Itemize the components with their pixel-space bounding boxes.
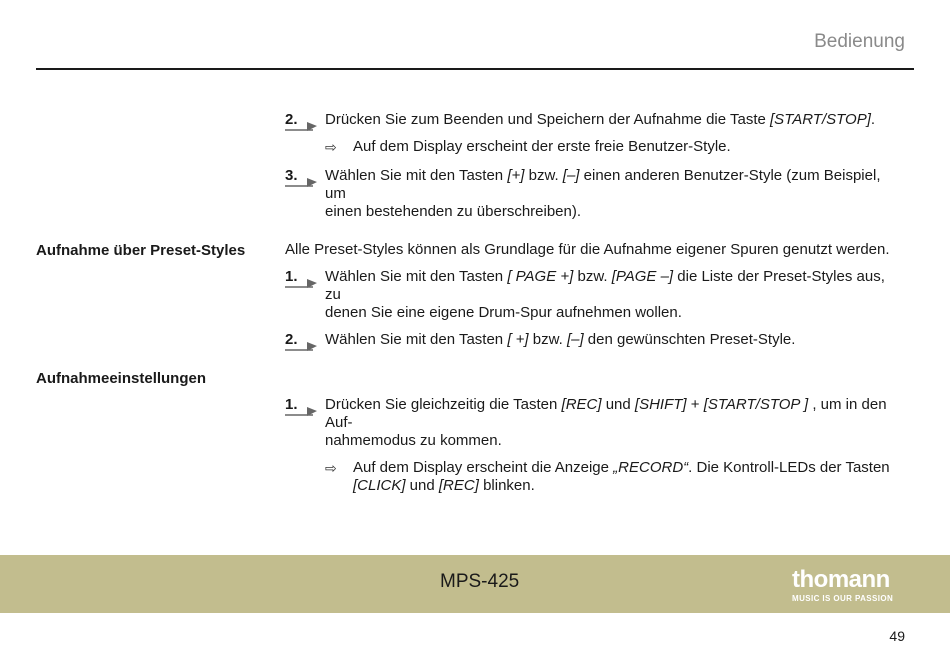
- step-number: 3.: [285, 167, 298, 184]
- step-result: [285, 459, 900, 495]
- step-number: 1.: [285, 268, 298, 285]
- result-arrow-icon: ⇨: [325, 139, 337, 155]
- step-2-top: [285, 111, 900, 129]
- top-steps: [285, 111, 900, 221]
- step-1-preset: [285, 268, 900, 322]
- result-text: Auf dem Display erscheint der erste freie Benutzer-Style.: [353, 138, 731, 155]
- settings-steps: [285, 396, 900, 495]
- step-arrow-icon: [285, 271, 319, 289]
- step-number: 2.: [285, 111, 298, 128]
- logo-wordmark: thomann: [792, 566, 890, 593]
- step-arrow-icon: [285, 334, 319, 352]
- step-text: Wählen Sie mit den Tasten [ +] bzw. [–] den gewünschten Preset-Style.: [325, 331, 796, 348]
- step-number: 1.: [285, 396, 298, 413]
- thomann-logo: [792, 568, 908, 604]
- page-number: 49: [889, 628, 905, 644]
- logo-tagline: MUSIC IS OUR PASSION: [792, 594, 894, 603]
- step-result: [285, 138, 900, 156]
- step-2-preset: [285, 331, 900, 349]
- footer-model-name: MPS-425: [440, 571, 520, 592]
- step-text: Drücken Sie gleichzeitig die Tasten [REC] und [SHIFT] + [START/STOP ] , um in den Auf- nahmemodus zu kommen.: [325, 396, 887, 449]
- step-text: Wählen Sie mit den Tasten [ PAGE +] bzw. [PAGE –] die Liste der Preset-Styles aus, zu denen Sie eine eigene Drum-Spur aufnehmen wollen.: [325, 268, 885, 321]
- preset-intro: Alle Preset-Styles können als Grundlage für die Aufnahme eigener Spuren genutzt werden.: [285, 241, 890, 258]
- step-text: Drücken Sie zum Beenden und Speichern der Aufnahme die Taste [START/STOP].: [325, 111, 876, 128]
- section-label-preset: Aufnahme über Preset-Styles: [36, 242, 246, 259]
- step-arrow-icon: [285, 170, 319, 188]
- header-rule: [36, 68, 914, 70]
- step-text: Wählen Sie mit den Tasten [+] bzw. [–] einen anderen Benutzer-Style (zum Beispiel, um einen bestehenden zu überschreiben).: [325, 167, 881, 220]
- result-arrow-icon: ⇨: [325, 460, 337, 476]
- preset-steps: [285, 241, 900, 349]
- step-arrow-icon: [285, 399, 319, 417]
- step-number: 2.: [285, 331, 298, 348]
- step-arrow-icon: [285, 114, 319, 132]
- section-label-settings: Aufnahmeeinstellungen: [36, 370, 207, 387]
- step-1-settings: [285, 396, 900, 450]
- header-title: Bedienung: [814, 31, 905, 52]
- step-3-top: [285, 167, 900, 221]
- result-text: Auf dem Display erscheint die Anzeige „RECORD“. Die Kontroll-LEDs der Tasten [CLICK] und [REC] blinken.: [353, 459, 890, 494]
